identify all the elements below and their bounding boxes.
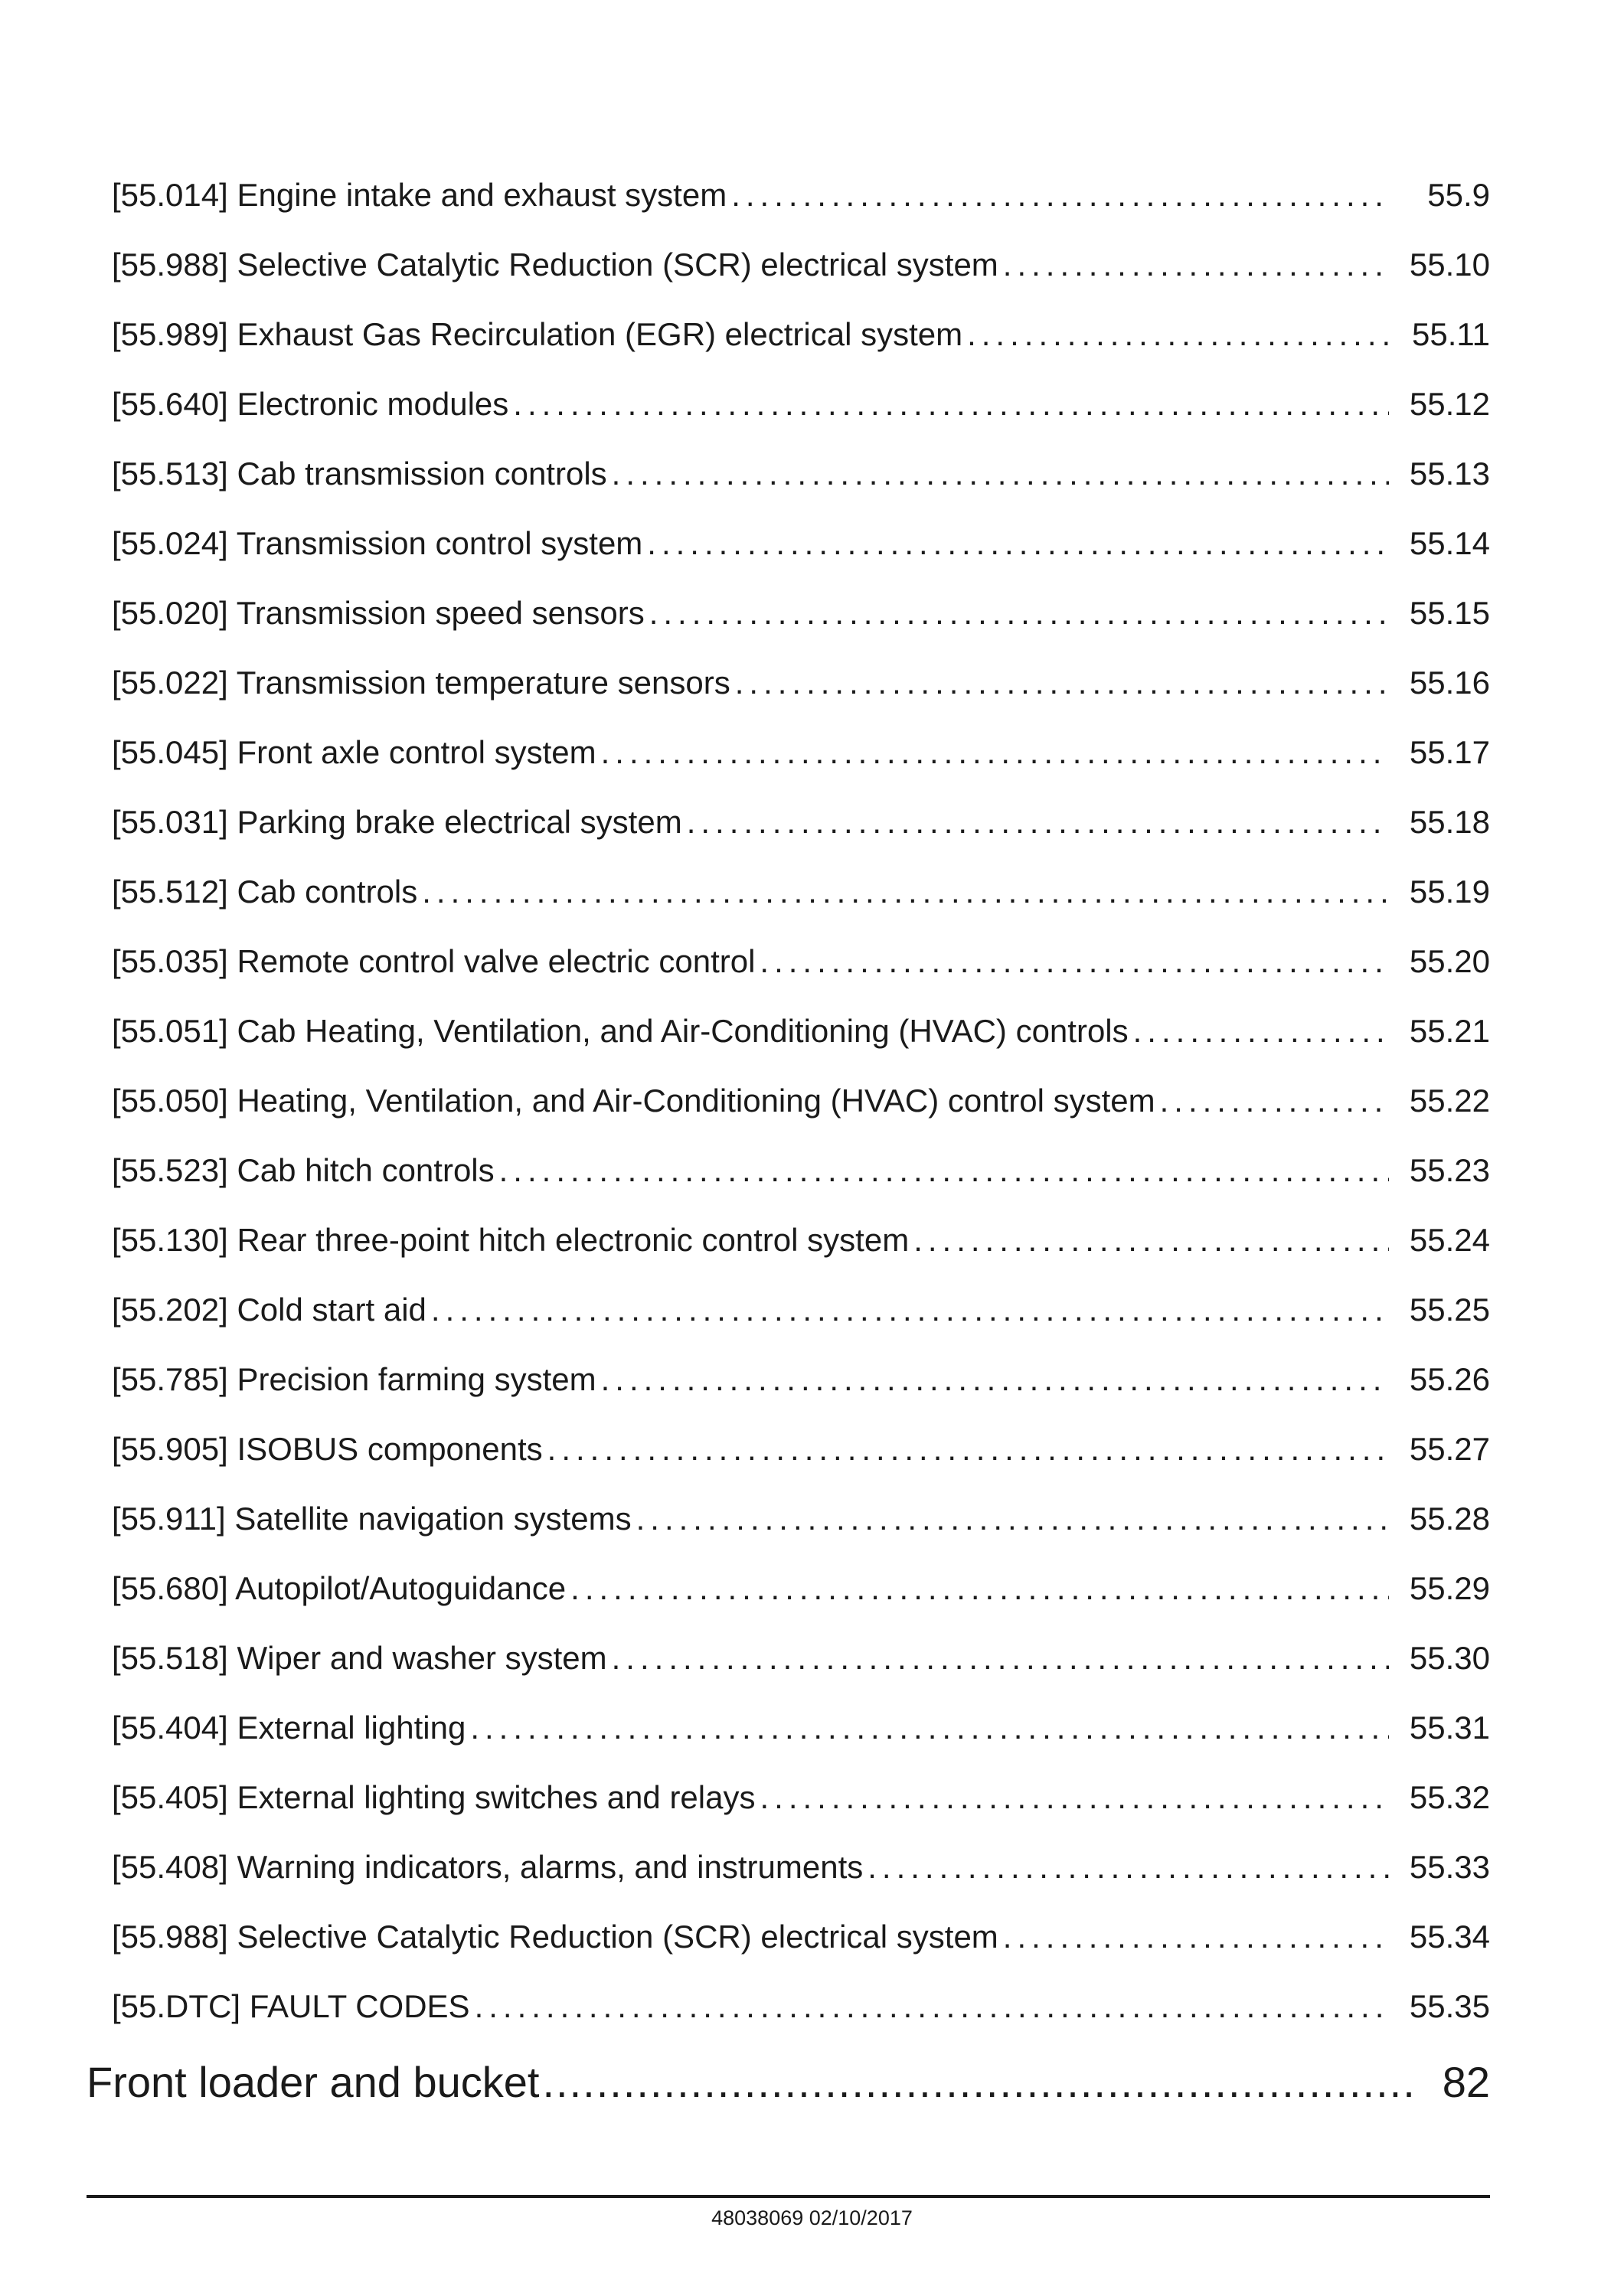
- toc-entry-title: [55.022] Transmission temperature sensors: [112, 665, 730, 701]
- dot-leader: [731, 173, 1389, 217]
- toc-entry-title: [55.024] Transmission control system: [112, 525, 643, 561]
- toc-entry-title: [55.905] ISOBUS components: [112, 1431, 543, 1467]
- toc-entry-title: [55.031] Parking brake electrical system: [112, 804, 682, 840]
- toc-entry-title: [55.130] Rear three-point hitch electronic control system: [112, 1222, 910, 1258]
- toc-entry-title: [55.512] Cab controls: [112, 874, 418, 910]
- dot-leader: [687, 800, 1389, 844]
- toc-entry-title: [55.045] Front axle control system: [112, 734, 596, 770]
- section-title: Front loader and bucket: [87, 2058, 540, 2106]
- dot-leader: [570, 1566, 1389, 1611]
- toc-entry-title: [55.050] Heating, Ventilation, and Air-Conditioning (HVAC) control system: [112, 1083, 1155, 1119]
- toc-entry-page-number: 55.27: [1409, 1431, 1490, 1467]
- dot-leader: [760, 1775, 1389, 1820]
- toc-entry-page-number: 55.18: [1409, 804, 1490, 840]
- toc-entry-page-number: 55.24: [1409, 1222, 1490, 1258]
- toc-entry-page-number: 55.19: [1409, 874, 1490, 910]
- toc-entry-title: [55.051] Cab Heating, Ventilation, and Air-Conditioning (HVAC) controls: [112, 1013, 1129, 1049]
- toc-entry-title: [55.DTC] FAULT CODES: [112, 1988, 470, 2024]
- dot-leader: [868, 1845, 1389, 1889]
- toc-entry[interactable]: [112, 1636, 1490, 1706]
- dot-leader: [760, 939, 1389, 984]
- dot-leader: [542, 2055, 1419, 2110]
- toc-entry-title: [55.680] Autopilot/Autoguidance: [112, 1570, 567, 1606]
- toc-entry-page-number: 55.9: [1427, 177, 1490, 213]
- toc-entry[interactable]: [112, 1218, 1490, 1288]
- toc-entry-page-number: 55.17: [1409, 734, 1490, 770]
- toc-entry-title: [55.523] Cab hitch controls: [112, 1152, 495, 1188]
- toc-entry-title: [55.989] Exhaust Gas Recirculation (EGR) electrical system: [112, 316, 963, 352]
- toc-entry[interactable]: [112, 1845, 1490, 1915]
- toc-entry-title: [55.911] Satellite navigation systems: [112, 1501, 632, 1537]
- toc-entry[interactable]: [112, 1427, 1490, 1497]
- toc-entry-page-number: 55.33: [1409, 1849, 1490, 1885]
- dot-leader: [1003, 243, 1389, 287]
- toc-entry[interactable]: [112, 1148, 1490, 1218]
- toc-entry-page-number: 55.15: [1409, 595, 1490, 631]
- dot-leader: [612, 1636, 1389, 1680]
- toc-entry-page-number: 55.13: [1409, 456, 1490, 492]
- dot-leader: [601, 730, 1389, 775]
- dot-leader: [513, 382, 1389, 426]
- toc-entry[interactable]: [112, 1079, 1490, 1148]
- toc-entry-page-number: 55.11: [1412, 316, 1490, 352]
- toc-entry-page-number: 55.21: [1409, 1013, 1490, 1049]
- dot-leader: [1160, 1079, 1389, 1123]
- toc-entry-title: [55.035] Remote control valve electric control: [112, 943, 756, 979]
- toc-entry[interactable]: [112, 1984, 1490, 2054]
- toc-entry-page-number: 55.10: [1409, 247, 1490, 283]
- dot-leader: [1133, 1009, 1389, 1053]
- toc-entry[interactable]: [112, 1775, 1490, 1845]
- toc-entry-title: [55.785] Precision farming system: [112, 1361, 596, 1397]
- toc-entry[interactable]: [112, 1566, 1490, 1636]
- toc-entry-page-number: 55.22: [1409, 1083, 1490, 1119]
- toc-entry-title: [55.408] Warning indicators, alarms, and instruments: [112, 1849, 864, 1885]
- toc-entry-title: [55.405] External lighting switches and relays: [112, 1779, 756, 1815]
- dot-leader: [636, 1497, 1389, 1541]
- toc-entry[interactable]: [112, 870, 1490, 939]
- dot-leader: [499, 1148, 1389, 1193]
- toc-entry[interactable]: [112, 1288, 1490, 1357]
- dot-leader: [470, 1706, 1389, 1750]
- dot-leader: [967, 312, 1389, 357]
- toc-entry-page-number: 55.34: [1409, 1919, 1490, 1955]
- toc-entry-title: [55.640] Electronic modules: [112, 386, 509, 422]
- toc-entry[interactable]: [112, 243, 1490, 312]
- section-page-number: 82: [1442, 2058, 1490, 2106]
- toc-entry[interactable]: [112, 173, 1490, 243]
- dot-leader: [735, 661, 1389, 705]
- toc-entry-title: [55.020] Transmission speed sensors: [112, 595, 645, 631]
- toc-entry[interactable]: [112, 312, 1490, 382]
- dot-leader: [431, 1288, 1389, 1332]
- toc-entry-page-number: 55.32: [1409, 1779, 1490, 1815]
- toc-entry-title: [55.988] Selective Catalytic Reduction (SCR) electrical system: [112, 247, 998, 283]
- toc-entry[interactable]: [112, 1009, 1490, 1079]
- toc-entry[interactable]: [112, 382, 1490, 452]
- toc-entry-page-number: 55.31: [1409, 1710, 1490, 1746]
- toc-entry-page-number: 55.14: [1409, 525, 1490, 561]
- toc-entry-title: [55.518] Wiper and washer system: [112, 1640, 607, 1676]
- dot-leader: [913, 1218, 1389, 1262]
- toc-entry-title: [55.202] Cold start aid: [112, 1292, 426, 1328]
- dot-leader: [612, 452, 1389, 496]
- section-heading-row[interactable]: [87, 2055, 1490, 2110]
- toc-entry[interactable]: [112, 661, 1490, 730]
- document-footer: 48038069 02/10/2017: [711, 2206, 913, 2229]
- toc-entry[interactable]: [112, 1497, 1490, 1566]
- toc-entry-page-number: 55.16: [1409, 665, 1490, 701]
- toc-entry-page-number: 55.29: [1409, 1570, 1490, 1606]
- toc-entry-title: [55.513] Cab transmission controls: [112, 456, 607, 492]
- toc-entry[interactable]: [112, 591, 1490, 661]
- dot-leader: [601, 1357, 1389, 1402]
- toc-entry-page-number: 55.25: [1409, 1292, 1490, 1328]
- toc-entry-page-number: 55.35: [1409, 1988, 1490, 2024]
- toc-entry[interactable]: [112, 1357, 1490, 1427]
- toc-entry-page-number: 55.26: [1409, 1361, 1490, 1397]
- dot-leader: [649, 591, 1389, 635]
- dot-leader: [422, 870, 1389, 914]
- dot-leader: [547, 1427, 1389, 1471]
- toc-entry[interactable]: [112, 1706, 1490, 1775]
- toc-entry[interactable]: [112, 452, 1490, 521]
- footer-divider: [87, 2195, 1490, 2198]
- toc-entry-page-number: 55.30: [1409, 1640, 1490, 1676]
- toc-entry[interactable]: [112, 730, 1490, 800]
- toc-entry-page-number: 55.20: [1409, 943, 1490, 979]
- dot-leader: [647, 521, 1389, 566]
- toc-entry-page-number: 55.12: [1409, 386, 1490, 422]
- toc-entry-page-number: 55.28: [1409, 1501, 1490, 1537]
- toc-entry-title: [55.404] External lighting: [112, 1710, 466, 1746]
- table-of-contents: [112, 173, 1490, 2054]
- toc-entry[interactable]: [112, 1915, 1490, 1984]
- toc-entry[interactable]: [112, 939, 1490, 1009]
- toc-entry-title: [55.988] Selective Catalytic Reduction (SCR) electrical system: [112, 1919, 998, 1955]
- dot-leader: [475, 1984, 1389, 2029]
- toc-entry[interactable]: [112, 521, 1490, 591]
- toc-entry-title: [55.014] Engine intake and exhaust system: [112, 177, 727, 213]
- dot-leader: [1003, 1915, 1389, 1959]
- toc-entry-page-number: 55.23: [1409, 1152, 1490, 1188]
- toc-entry[interactable]: [112, 800, 1490, 870]
